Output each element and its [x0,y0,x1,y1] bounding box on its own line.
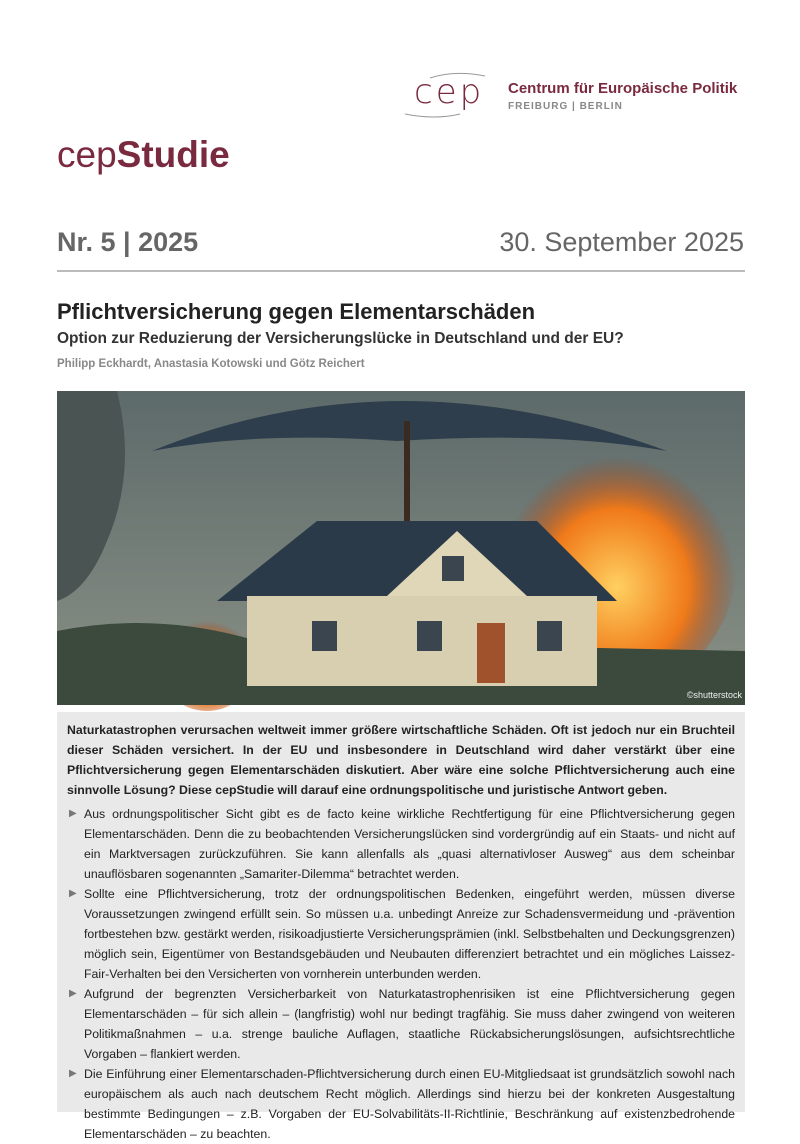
divider [57,270,745,272]
bullet-text: Die Einführung einer Elementarschaden-Pflichtversicherung durch einen EU-Mitgliedsaat ist grundsätzlich sowohl nach europäischem als auch nach deutschem Recht möglich. Allerdings sind hierzu bei der konkreten Ausgestaltung bestimmte Bedingungen – z.B. Vorgaben der EU-Solvabilitäts-II-Richtlinie, Beschränkung auf existenzbedrohende Elementarschäden – zu beachten. [84,1067,735,1141]
bullet-arrow-icon: ▶ [69,1068,77,1079]
publication-date: 30. September 2025 [499,227,744,257]
brand-prefix: cep [57,134,117,175]
logo-mark: cep [414,72,485,112]
brand-suffix: Studie [116,134,230,175]
bullet-text: Aufgrund der begrenzten Versicherbarkeit von Naturkatastrophenrisiken ist eine Pflichtversicherung gegen Elementarschäden – für sich allein – (langfristig) wohl nur bedingt tragfähig. Sie muss daher zwingend von weiteren Politikmaßnahmen – u.a. strenge bauliche Auflagen, staatliche Rückabsicherungslösungen, aufsichtsrechtliche Vorgaben – flankiert werden. [84,987,735,1061]
series-title [57,134,230,176]
issue-number: Nr. 5 | 2025 [57,227,199,257]
summary-box [57,712,745,1141]
cover-illustration [57,391,745,705]
summary-bullet [67,1064,735,1144]
summary-bullet [67,804,735,884]
summary-bullet [67,884,735,984]
logo-name: Centrum für Europäische Politik [508,80,738,97]
cep-logo [400,70,750,120]
bullet-arrow-icon: ▶ [69,988,77,999]
logo-subtitle: FREIBURG | BERLIN [508,101,623,112]
bullet-text: Aus ordnungspolitischer Sicht gibt es de facto keine wirkliche Rechtfertigung für eine Pflichtversicherung gegen Elementarschäden. Denn die zu beobachtenden Versicherungslücken sind vordergründig auf ein Staats- und nicht auf ein Marktversagen zurückzuführen. Sie kann allenfalls als „quasi alternativloser Ausweg“ aus dem scheinbar unauflösbaren sogenannten „Samariter-Dilemma“ betrachtet werden. [84,807,735,881]
authors: Philipp Eckhardt, Anastasia Kotowski und Götz Reichert [57,358,365,370]
bullet-arrow-icon: ▶ [69,808,77,819]
bullet-arrow-icon: ▶ [69,888,77,899]
image-credit: ©shutterstock [686,690,742,700]
summary-bullet [67,984,735,1064]
document-subtitle: Option zur Reduzierung der Versicherungslücke in Deutschland und der EU? [57,330,624,347]
summary-intro: Naturkatastrophen verursachen weltweit immer größere wirtschaftliche Schäden. Oft ist jedoch nur ein Bruchteil dieser Schäden versichert. In der EU und insbesondere in Deutschland wird daher verstärkt über eine Pflichtversicherung gegen Elementarschäden diskutiert. Aber wäre eine solche Pflichtversicherung auch eine sinnvolle Lösung? Diese cepStudie will darauf eine ordnungspolitische und juristische Antwort geben. [67,723,735,797]
bullet-text: Sollte eine Pflichtversicherung, trotz der ordnungspolitischen Bedenken, eingeführt werden, müssen diverse Voraussetzungen zwingend erfüllt sein. So müssen u.a. unbedingt Anreize zur Schadensvermeidung und -prävention fortbestehen bzw. gestärkt werden, risikoadjustierte Versicherungsprämien (inkl. Selbstbehalten und Deckungsgrenzen) möglich sein, Eigentümer von Bestandsgebäuden und Neubauten differenziert betrachtet und ein mögliches Laissez-Fair-Verhalten bei den Versicherten von vornherein unterbunden werden. [84,887,735,981]
document-title: Pflichtversicherung gegen Elementarschäden [57,299,536,324]
